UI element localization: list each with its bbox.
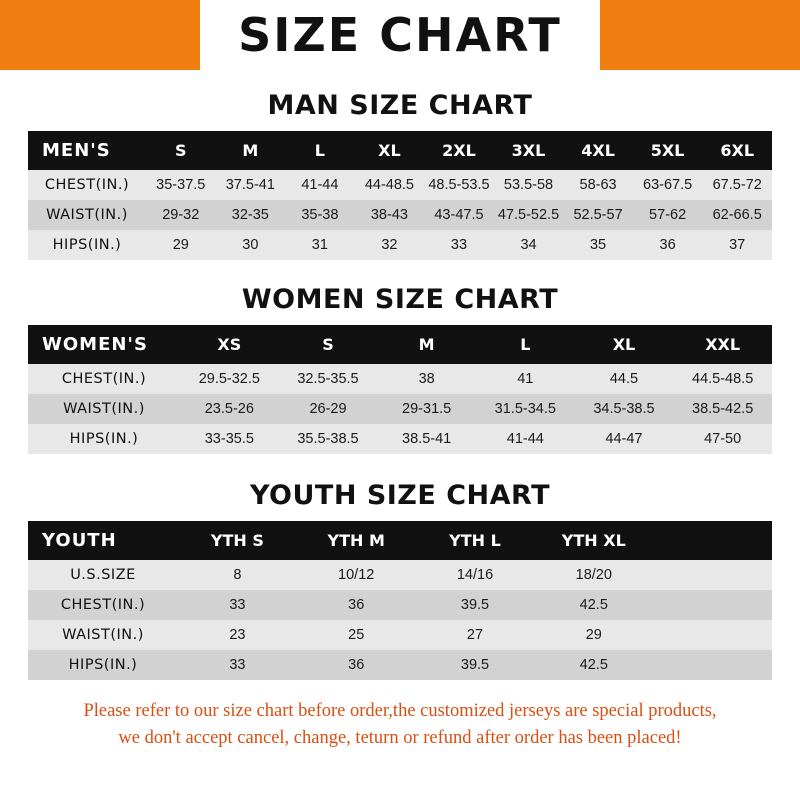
youth-ussize-l: 14/16 xyxy=(416,560,535,590)
man-row-label-chest: CHEST(IN.) xyxy=(28,170,146,200)
man-col-xl: XL xyxy=(355,131,425,170)
women-table-body xyxy=(28,364,772,454)
table-row xyxy=(28,650,772,680)
man-col-3xl: 3XL xyxy=(494,131,564,170)
women-waist-l: 31.5-34.5 xyxy=(476,394,575,424)
youth-col-m: YTH M xyxy=(297,521,416,560)
table-row xyxy=(28,230,772,260)
man-size-table xyxy=(28,131,772,260)
man-col-l: L xyxy=(285,131,355,170)
women-chest-xl: 44.5 xyxy=(575,364,674,394)
man-chest-4xl: 58-63 xyxy=(563,170,633,200)
youth-table-body xyxy=(28,560,772,680)
youth-chest-s: 33 xyxy=(178,590,297,620)
youth-row-label-chest: CHEST(IN.) xyxy=(28,590,178,620)
youth-col-blank xyxy=(653,521,772,560)
man-waist-l: 35-38 xyxy=(285,200,355,230)
table-row xyxy=(28,620,772,650)
women-waist-s: 26-29 xyxy=(279,394,378,424)
women-waist-m: 29-31.5 xyxy=(377,394,476,424)
youth-corner-label: YOUTH xyxy=(28,521,178,560)
table-row xyxy=(28,200,772,230)
man-col-4xl: 4XL xyxy=(563,131,633,170)
youth-hips-m: 36 xyxy=(297,650,416,680)
man-chest-5xl: 63-67.5 xyxy=(633,170,703,200)
youth-hips-blank xyxy=(653,650,772,680)
table-row xyxy=(28,590,772,620)
man-col-m: M xyxy=(216,131,286,170)
youth-ussize-s: 8 xyxy=(178,560,297,590)
youth-chest-blank xyxy=(653,590,772,620)
youth-waist-xl: 29 xyxy=(534,620,653,650)
man-waist-6xl: 62-66.5 xyxy=(702,200,772,230)
man-table-wrapper xyxy=(28,131,772,260)
youth-ussize-blank xyxy=(653,560,772,590)
women-table-wrapper xyxy=(28,325,772,454)
man-table-header xyxy=(28,131,772,170)
women-chest-xs: 29.5-32.5 xyxy=(180,364,279,394)
man-hips-3xl: 34 xyxy=(494,230,564,260)
man-row-label-hips: HIPS(IN.) xyxy=(28,230,146,260)
women-hips-s: 35.5-38.5 xyxy=(279,424,378,454)
women-chest-l: 41 xyxy=(476,364,575,394)
youth-chest-xl: 42.5 xyxy=(534,590,653,620)
women-chest-xxl: 44.5-48.5 xyxy=(673,364,772,394)
women-col-xl: XL xyxy=(575,325,674,364)
man-waist-4xl: 52.5-57 xyxy=(563,200,633,230)
man-waist-xl: 38-43 xyxy=(355,200,425,230)
man-header-row xyxy=(28,131,772,170)
women-hips-xxl: 47-50 xyxy=(673,424,772,454)
man-chest-2xl: 48.5-53.5 xyxy=(424,170,494,200)
women-hips-m: 38.5-41 xyxy=(377,424,476,454)
footer-note xyxy=(20,698,780,752)
man-waist-s: 29-32 xyxy=(146,200,216,230)
youth-size-table xyxy=(28,521,772,680)
footer-note-line-2: we don't accept cancel, change, teturn or refund after order has been placed! xyxy=(118,727,682,748)
man-chest-3xl: 53.5-58 xyxy=(494,170,564,200)
women-hips-xs: 33-35.5 xyxy=(180,424,279,454)
man-chest-6xl: 67.5-72 xyxy=(702,170,772,200)
women-col-l: L xyxy=(476,325,575,364)
table-row xyxy=(28,170,772,200)
man-col-2xl: 2XL xyxy=(424,131,494,170)
women-chest-m: 38 xyxy=(377,364,476,394)
man-hips-xl: 32 xyxy=(355,230,425,260)
man-col-s: S xyxy=(146,131,216,170)
man-chest-l: 41-44 xyxy=(285,170,355,200)
youth-waist-m: 25 xyxy=(297,620,416,650)
youth-hips-xl: 42.5 xyxy=(534,650,653,680)
women-col-xxl: XXL xyxy=(673,325,772,364)
women-table-header xyxy=(28,325,772,364)
women-row-label-waist: WAIST(IN.) xyxy=(28,394,180,424)
youth-ussize-xl: 18/20 xyxy=(534,560,653,590)
women-chest-s: 32.5-35.5 xyxy=(279,364,378,394)
man-hips-4xl: 35 xyxy=(563,230,633,260)
man-col-5xl: 5XL xyxy=(633,131,703,170)
youth-waist-l: 27 xyxy=(416,620,535,650)
youth-col-s: YTH S xyxy=(178,521,297,560)
women-row-label-hips: HIPS(IN.) xyxy=(28,424,180,454)
man-col-6xl: 6XL xyxy=(702,131,772,170)
youth-hips-l: 39.5 xyxy=(416,650,535,680)
table-row xyxy=(28,424,772,454)
page-title: SIZE CHART xyxy=(238,8,562,62)
man-section-title: MAN SIZE CHART xyxy=(267,90,533,121)
women-corner-label: WOMEN'S xyxy=(28,325,180,364)
women-size-table xyxy=(28,325,772,454)
youth-row-label-ussize: U.S.SIZE xyxy=(28,560,178,590)
women-row-label-chest: CHEST(IN.) xyxy=(28,364,180,394)
man-hips-2xl: 33 xyxy=(424,230,494,260)
youth-col-l: YTH L xyxy=(416,521,535,560)
women-col-s: S xyxy=(279,325,378,364)
man-chest-s: 35-37.5 xyxy=(146,170,216,200)
man-hips-5xl: 36 xyxy=(633,230,703,260)
youth-row-label-waist: WAIST(IN.) xyxy=(28,620,178,650)
table-row xyxy=(28,394,772,424)
man-hips-6xl: 37 xyxy=(702,230,772,260)
youth-header-row xyxy=(28,521,772,560)
man-waist-3xl: 47.5-52.5 xyxy=(494,200,564,230)
youth-table-header xyxy=(28,521,772,560)
youth-chest-l: 39.5 xyxy=(416,590,535,620)
header-band xyxy=(0,0,800,70)
women-hips-xl: 44-47 xyxy=(575,424,674,454)
youth-col-xl: YTH XL xyxy=(534,521,653,560)
man-waist-m: 32-35 xyxy=(216,200,286,230)
man-hips-s: 29 xyxy=(146,230,216,260)
youth-chest-m: 36 xyxy=(297,590,416,620)
man-chest-xl: 44-48.5 xyxy=(355,170,425,200)
women-hips-l: 41-44 xyxy=(476,424,575,454)
table-row xyxy=(28,560,772,590)
youth-waist-s: 23 xyxy=(178,620,297,650)
women-waist-xxl: 38.5-42.5 xyxy=(673,394,772,424)
man-waist-2xl: 43-47.5 xyxy=(424,200,494,230)
youth-hips-s: 33 xyxy=(178,650,297,680)
women-waist-xs: 23.5-26 xyxy=(180,394,279,424)
youth-section-title: YOUTH SIZE CHART xyxy=(249,480,551,511)
man-chest-m: 37.5-41 xyxy=(216,170,286,200)
youth-table-wrapper xyxy=(28,521,772,680)
man-table-body xyxy=(28,170,772,260)
man-corner-label: MEN'S xyxy=(28,131,146,170)
women-col-m: M xyxy=(377,325,476,364)
women-header-row xyxy=(28,325,772,364)
women-col-xs: XS xyxy=(180,325,279,364)
women-waist-xl: 34.5-38.5 xyxy=(575,394,674,424)
man-row-label-waist: WAIST(IN.) xyxy=(28,200,146,230)
man-hips-l: 31 xyxy=(285,230,355,260)
youth-waist-blank xyxy=(653,620,772,650)
women-section-title: WOMEN SIZE CHART xyxy=(241,284,559,315)
youth-ussize-m: 10/12 xyxy=(297,560,416,590)
table-row xyxy=(28,364,772,394)
footer-note-line-1: Please refer to our size chart before order,the customized jerseys are special products, xyxy=(83,701,717,721)
youth-row-label-hips: HIPS(IN.) xyxy=(28,650,178,680)
man-waist-5xl: 57-62 xyxy=(633,200,703,230)
man-hips-m: 30 xyxy=(216,230,286,260)
